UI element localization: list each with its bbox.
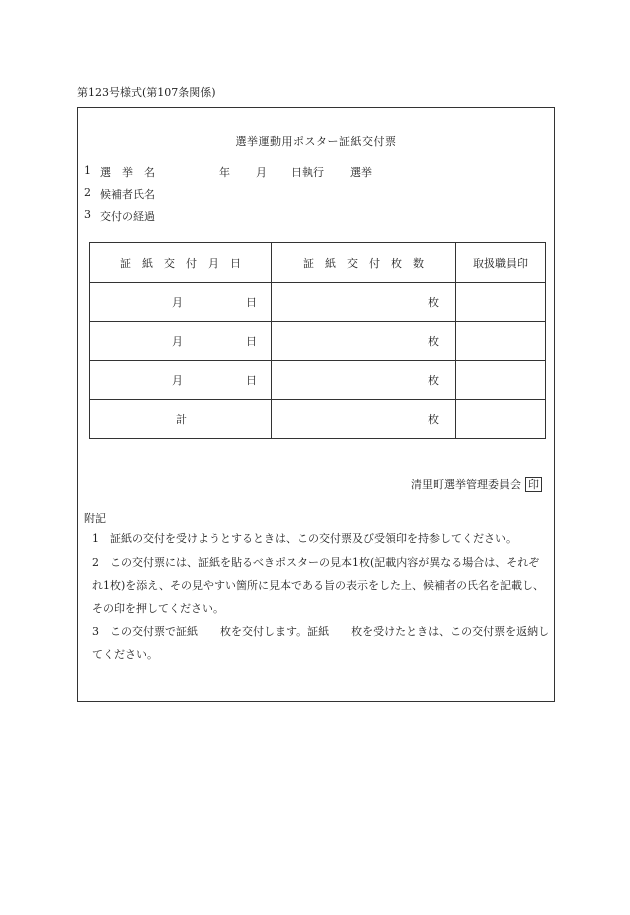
table-total-row [90, 400, 546, 439]
form-title: 選挙運動用ポスター証紙交付票 [235, 135, 397, 148]
month-cell: 月 [172, 335, 183, 348]
note-item: 2 この交付票には、証紙を貼るべきポスターの見本1枚(記載内容が異なる場合は、それぞれ1枚)を添え、その見やすい箇所に見本である旨の表示をした上、候補者の氏名を記載し、その印を押してください。 [92, 556, 544, 615]
header-staff-seal: 取扱職員印 [456, 243, 546, 283]
total-unit-cell: 枚 [428, 413, 439, 426]
table-row [90, 283, 546, 322]
total-label: 計 [176, 413, 187, 426]
notes-heading: 附記 [84, 512, 106, 525]
item-number: 3 [84, 208, 91, 221]
day-cell: 日 [246, 374, 257, 387]
day-exec-label: 日執行 [291, 166, 324, 179]
item-number: 2 [84, 186, 91, 199]
month-cell: 月 [172, 374, 183, 387]
item-number: 1 [84, 164, 91, 177]
header-issue-date: 証 紙 交 付 月 日 [90, 243, 272, 283]
note-item: 3 この交付票で証紙 枚を交付します。証紙 枚を受けたときは、この交付票を返納してください。 [92, 625, 550, 661]
committee-signature [411, 476, 542, 492]
month-cell: 月 [172, 296, 183, 309]
sheets-unit-cell: 枚 [428, 296, 439, 309]
sheets-unit-cell: 枚 [428, 374, 439, 387]
table-header-row [90, 243, 546, 283]
month-label: 月 [256, 166, 267, 179]
note-item: 1 証紙の交付を受けようとするときは、この交付票及び受領印を持参してください。 [92, 532, 517, 545]
staff-seal-cell[interactable] [456, 283, 546, 322]
issuance-table [89, 242, 546, 439]
staff-seal-cell[interactable] [456, 322, 546, 361]
staff-seal-cell[interactable] [456, 361, 546, 400]
year-label: 年 [219, 166, 230, 179]
header-issue-count: 証 紙 交 付 枚 数 [272, 243, 456, 283]
form-frame [77, 107, 555, 702]
seal-mark: 印 [525, 477, 542, 492]
staff-seal-cell[interactable] [456, 400, 546, 439]
day-cell: 日 [246, 335, 257, 348]
table-row [90, 322, 546, 361]
issuance-history-label: 交付の経過 [100, 210, 155, 223]
form-number-label: 第123号様式(第107条関係) [77, 86, 216, 99]
candidate-name-label: 候補者氏名 [100, 188, 155, 201]
sheets-unit-cell: 枚 [428, 335, 439, 348]
election-name-label: 選 挙 名 [100, 166, 155, 179]
committee-name: 清里町選挙管理委員会 [411, 478, 521, 491]
table-row [90, 361, 546, 400]
election-word-label: 選挙 [350, 166, 372, 179]
day-cell: 日 [246, 296, 257, 309]
